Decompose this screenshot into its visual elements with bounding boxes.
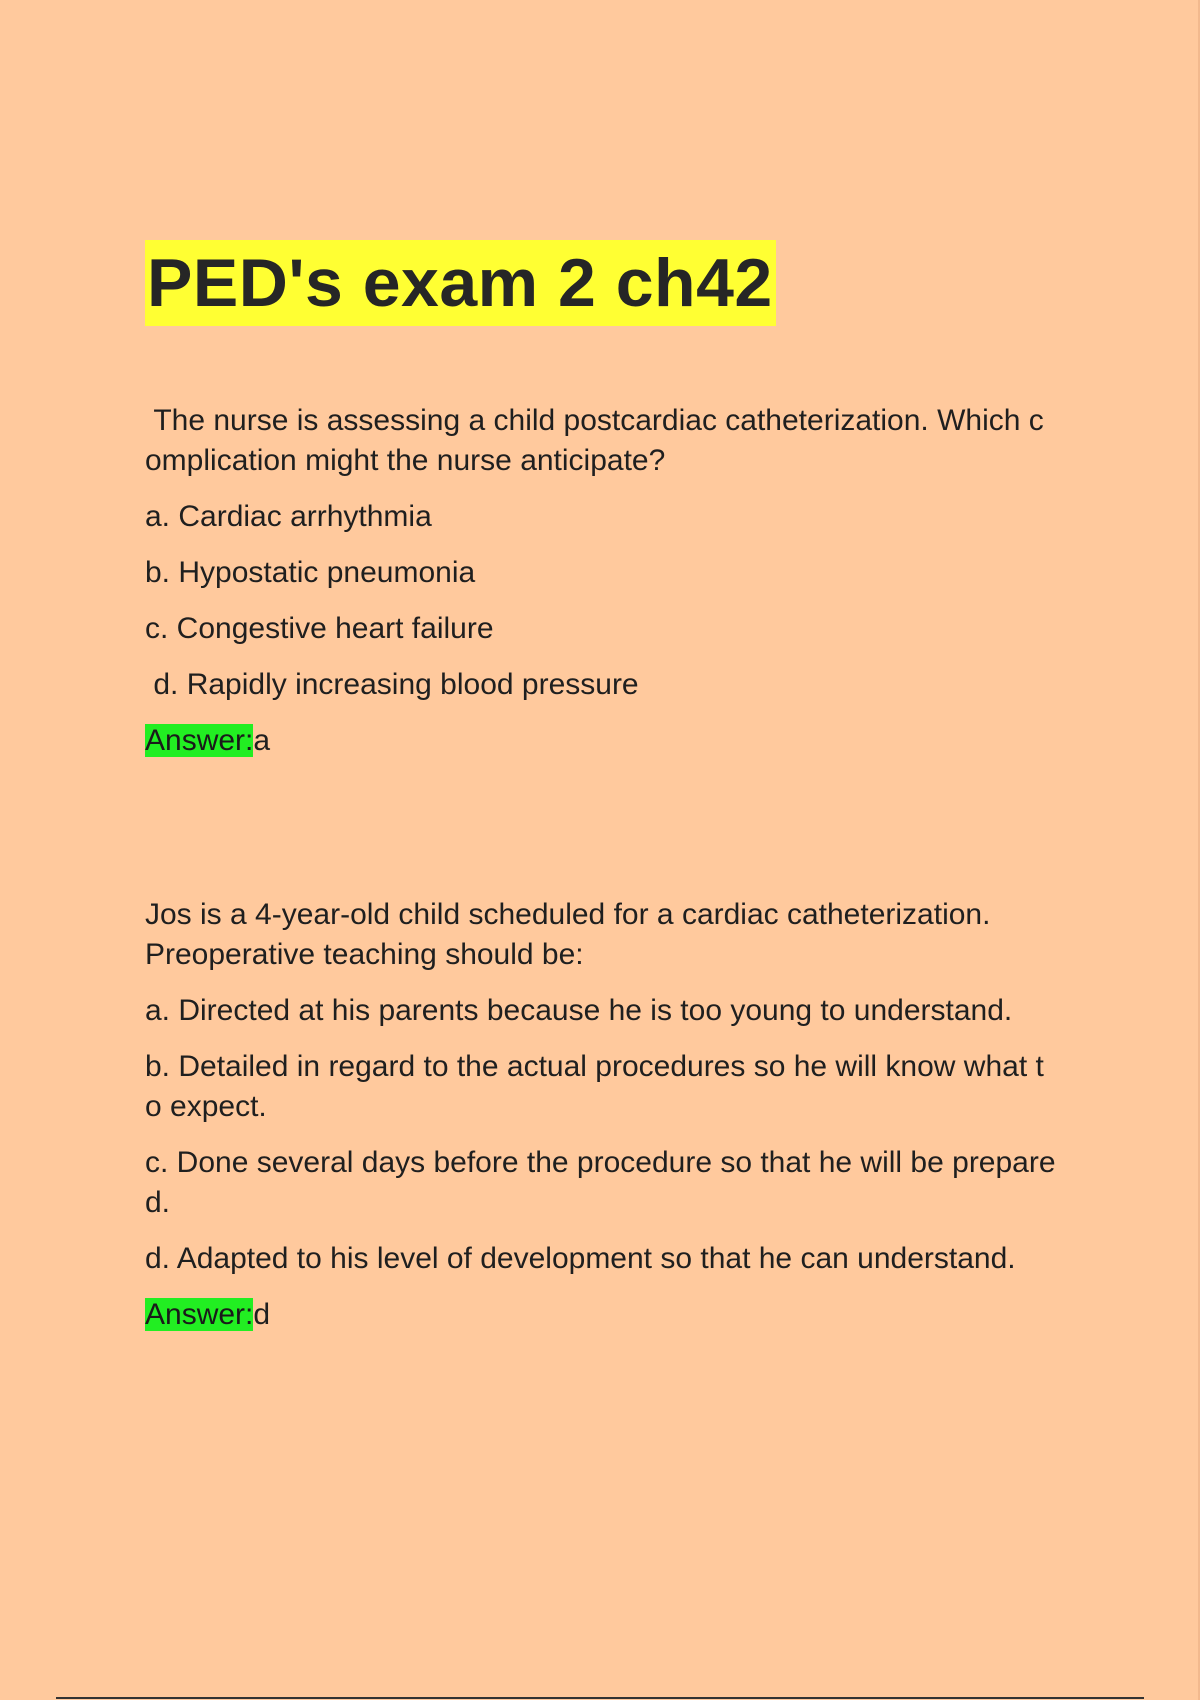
question-2-option-c: c. Done several days before the procedure so that he will be prepared. xyxy=(145,1146,1056,1219)
question-2-option-b: b. Detailed in regard to the actual procedures so he will know what to expect. xyxy=(145,1050,1044,1123)
bottom-divider xyxy=(56,1697,1144,1699)
question-2 xyxy=(145,895,1060,1335)
title-container xyxy=(145,240,776,326)
question-1-option-a: a. Cardiac arrhythmia xyxy=(145,500,432,533)
question-2-option-d: d. Adapted to his level of development so that he can understand. xyxy=(145,1242,1016,1275)
question-1-stem: The nurse is assessing a child postcardiac catheterization. Which complication might the nurse anticipate? xyxy=(145,404,1044,477)
question-2-answer-label: Answer: xyxy=(145,1298,254,1331)
question-2-option-a: a. Directed at his parents because he is too young to understand. xyxy=(145,994,1013,1027)
question-1-option-d: d. Rapidly increasing blood pressure xyxy=(145,668,639,701)
question-1-answer-value: a xyxy=(253,724,271,757)
question-1-answer xyxy=(145,721,1060,761)
question-1-answer-label: Answer: xyxy=(145,724,254,757)
question-1-option-c: c. Congestive heart failure xyxy=(145,612,494,645)
question-2-answer-value: d xyxy=(253,1298,271,1331)
document-title: PED's exam 2 ch42 xyxy=(145,240,776,326)
question-1-option-b: b. Hypostatic pneumonia xyxy=(145,556,476,589)
question-2-stem: Jos is a 4-year-old child scheduled for a cardiac catheterization. Preoperative teaching should be: xyxy=(145,898,991,971)
question-2-answer xyxy=(145,1295,1060,1335)
question-1 xyxy=(145,401,1060,761)
